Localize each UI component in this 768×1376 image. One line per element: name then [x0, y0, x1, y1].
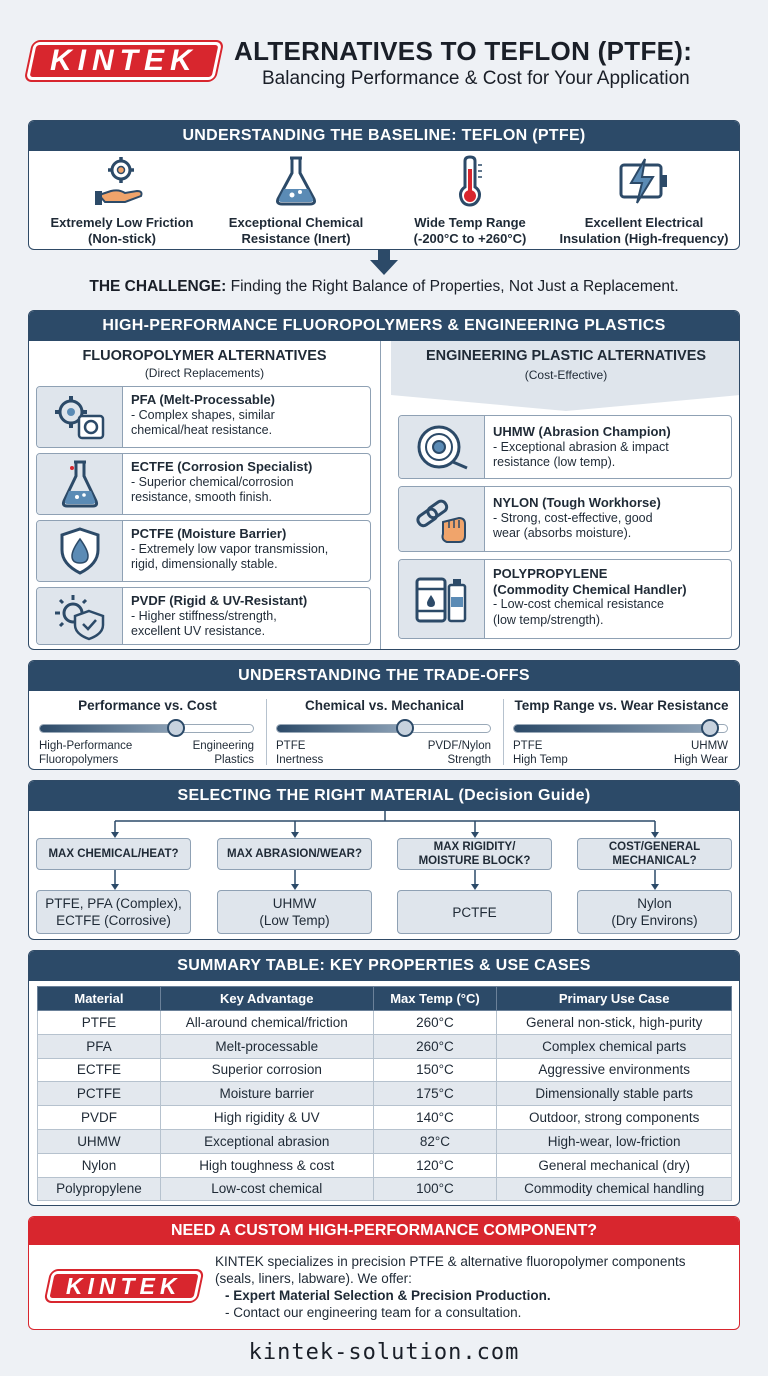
decision-question: MAX RIGIDITY/ MOISTURE BLOCK? — [397, 838, 552, 870]
baseline-panel — [28, 120, 740, 250]
tradeoffs-panel — [28, 660, 740, 770]
slider-track — [276, 724, 491, 733]
card-icon-cell — [37, 588, 123, 644]
material-card-uhmw — [398, 415, 732, 479]
beaker-icon — [51, 459, 109, 509]
slider-track — [513, 724, 728, 733]
tradeoff-slider — [503, 691, 740, 770]
drum-bottle-icon — [413, 571, 471, 627]
card-desc: resistance (low temp). — [493, 455, 616, 469]
slider-left-label: PTFE Inertness — [276, 740, 324, 766]
kintek-logo: KINTEK — [26, 42, 222, 80]
slider-knob — [701, 719, 719, 737]
table-row — [38, 1153, 732, 1177]
table-column-header: Primary Use Case — [497, 987, 732, 1011]
slider-title: Temp Range vs. Wear Resistance — [514, 698, 729, 713]
fluoropolymer-title: FLUOROPOLYMER ALTERNATIVES — [82, 348, 327, 364]
slider-title: Chemical vs. Mechanical — [304, 698, 465, 713]
summary-table-wrap — [37, 986, 732, 1201]
alternatives-panel — [28, 310, 740, 650]
feature-electrical-insulation — [559, 155, 729, 247]
table-cell: 100°C — [373, 1177, 497, 1201]
card-icon-cell — [399, 487, 485, 551]
card-desc: (low temp/strength). — [493, 612, 604, 627]
table-cell: High toughness & cost — [160, 1153, 373, 1177]
feature-sublabel: Insulation (High-frequency) — [559, 231, 729, 246]
feature-sublabel: (Non-stick) — [88, 231, 156, 246]
cta-bullet: - Expert Material Selection & Precision Production. — [225, 1288, 551, 1303]
cta-heading: NEED A CUSTOM HIGH-PERFORMANCE COMPONENT? — [29, 1217, 739, 1245]
table-column-header: Key Advantage — [160, 987, 373, 1011]
decision-answer: PTFE, PFA (Complex), ECTFE (Corrosive) — [36, 890, 191, 934]
card-icon-cell — [37, 521, 123, 581]
thermometer-icon — [441, 155, 499, 207]
card-name: ECTFE (Corrosion Specialist) — [131, 459, 313, 474]
alternatives-heading: HIGH-PERFORMANCE FLUOROPOLYMERS & ENGINEERING PLASTICS — [29, 311, 739, 341]
slider-track — [39, 724, 254, 733]
feature-sublabel: Resistance (Inert) — [241, 231, 351, 246]
challenge-label: THE CHALLENGE: — [89, 278, 227, 295]
decision-answer: Nylon (Dry Environs) — [577, 890, 732, 934]
tradeoff-slider — [29, 691, 266, 770]
cta-bullet: - Contact our engineering team for a consultation. — [225, 1305, 522, 1320]
table-cell: 260°C — [373, 1034, 497, 1058]
feature-label: Extremely Low Friction — [50, 215, 194, 230]
slider-right-label: UHMW High Wear — [673, 740, 728, 766]
feature-label: Exceptional Chemical — [228, 215, 364, 230]
summary-heading: SUMMARY TABLE: KEY PROPERTIES & USE CASES — [29, 951, 739, 981]
material-card-pvdf — [36, 587, 371, 645]
table-header-row — [38, 987, 732, 1011]
table-cell: Exceptional abrasion — [160, 1129, 373, 1153]
card-name: PVDF (Rigid & UV-Resistant) — [131, 593, 308, 608]
table-cell: 175°C — [373, 1082, 497, 1106]
slider-left-label: PTFE High Temp — [513, 740, 568, 766]
table-column-header: Material — [38, 987, 161, 1011]
table-cell: Nylon — [38, 1153, 161, 1177]
table-cell: Polypropylene — [38, 1177, 161, 1201]
card-icon-cell — [37, 387, 123, 447]
fluoropolymer-subtitle: (Direct Replacements) — [144, 366, 265, 380]
slider-title: Performance vs. Cost — [78, 698, 217, 713]
table-cell: General mechanical (dry) — [497, 1153, 732, 1177]
table-cell: PCTFE — [38, 1082, 161, 1106]
page-subtitle: Balancing Performance & Cost for Your Application — [262, 68, 690, 89]
card-desc: wear (absorbs moisture). — [493, 526, 632, 540]
card-desc: - Strong, cost-effective, good — [493, 510, 653, 525]
challenge-statement — [0, 278, 768, 296]
table-cell: Dimensionally stable parts — [497, 1082, 732, 1106]
card-desc: - Low-cost chemical resistance — [493, 597, 664, 611]
material-card-pctfe — [36, 520, 371, 582]
table-row — [38, 1011, 732, 1035]
decision-question: MAX ABRASION/WEAR? — [217, 838, 372, 870]
engineering-subtitle: (Cost-Effective) — [524, 368, 608, 382]
table-cell: Complex chemical parts — [497, 1034, 732, 1058]
table-cell: Low-cost chemical — [160, 1177, 373, 1201]
table-cell: Moisture barrier — [160, 1082, 373, 1106]
table-cell: 260°C — [373, 1011, 497, 1035]
lightning-icon — [615, 155, 673, 207]
tradeoff-slider — [266, 691, 503, 770]
card-name: PCTFE (Moisture Barrier) — [131, 526, 287, 541]
table-cell: PVDF — [38, 1106, 161, 1130]
feature-label: Wide Temp Range — [414, 215, 526, 230]
challenge-text: Finding the Right Balance of Properties, Not Just a Replacement. — [226, 278, 679, 295]
material-card-ectfe — [36, 453, 371, 515]
flask-icon — [267, 155, 325, 207]
card-icon-cell — [37, 454, 123, 514]
table-cell: Commodity chemical handling — [497, 1177, 732, 1201]
engineering-title: ENGINEERING PLASTIC ALTERNATIVES — [425, 348, 707, 364]
decision-panel — [28, 780, 740, 940]
table-cell: 82°C — [373, 1129, 497, 1153]
cta-panel — [28, 1216, 740, 1330]
table-cell: 150°C — [373, 1058, 497, 1082]
table-cell: Melt-processable — [160, 1034, 373, 1058]
material-card-nylon — [398, 486, 732, 552]
slider-fill — [514, 725, 710, 732]
card-desc: - Exceptional abrasion & impact — [493, 439, 669, 454]
card-name: POLYPROPYLENE — [493, 566, 608, 581]
gears-icon — [51, 392, 109, 442]
table-column-header: Max Temp (°C) — [373, 987, 497, 1011]
website-link[interactable]: kintek-solution.com — [248, 1340, 520, 1365]
slider-right-label: PVDF/Nylon Strength — [427, 740, 491, 766]
table-row — [38, 1106, 732, 1130]
table-cell: Outdoor, strong components — [497, 1106, 732, 1130]
feature-low-friction — [37, 155, 207, 247]
card-name: PFA (Melt-Processable) — [131, 392, 276, 407]
down-arrow-icon — [368, 250, 400, 276]
table-row — [38, 1082, 732, 1106]
card-desc: - Extremely low vapor transmission, — [131, 541, 329, 556]
summary-table — [37, 986, 732, 1201]
decision-question: COST/GENERAL MECHANICAL? — [577, 838, 732, 870]
table-cell: Aggressive environments — [497, 1058, 732, 1082]
decision-answer: PCTFE — [397, 890, 552, 934]
summary-panel — [28, 950, 740, 1206]
roll-icon — [413, 422, 471, 472]
baseline-heading: UNDERSTANDING THE BASELINE: TEFLON (PTFE) — [29, 121, 739, 151]
kintek-logo: KINTEK — [46, 1271, 202, 1301]
engineering-column — [391, 341, 740, 393]
card-desc: excellent UV resistance. — [131, 624, 266, 638]
feature-chemical-resistance — [211, 155, 381, 247]
table-cell: Superior corrosion — [160, 1058, 373, 1082]
feature-sublabel: (-200°C to +260°C) — [413, 231, 527, 246]
card-desc: resistance, smooth finish. — [131, 490, 273, 504]
feature-label: Excellent Electrical — [584, 215, 704, 230]
card-name: UHMW (Abrasion Champion) — [493, 424, 671, 439]
cta-line: KINTEK specializes in precision PTFE & alternative fluoropolymer components — [215, 1254, 686, 1269]
column-chevron-shape — [391, 393, 740, 413]
table-cell: High rigidity & UV — [160, 1106, 373, 1130]
sun-shield-icon — [51, 591, 109, 641]
slider-right-label: Engineering Plastics — [192, 740, 254, 766]
decision-question: MAX CHEMICAL/HEAT? — [36, 838, 191, 870]
decision-heading: SELECTING THE RIGHT MATERIAL (Decision Guide) — [29, 781, 739, 811]
card-icon-cell — [399, 560, 485, 638]
card-desc: rigid, dimensionally stable. — [131, 557, 278, 571]
card-name: NYLON (Tough Workhorse) — [493, 495, 661, 510]
slider-left-label: High-Performance Fluoropolymers — [39, 740, 133, 766]
gear-hand-icon — [93, 155, 151, 207]
table-cell: PTFE — [38, 1011, 161, 1035]
feature-temp-range — [385, 155, 555, 247]
slider-fill — [277, 725, 405, 732]
table-row — [38, 1034, 732, 1058]
table-cell: 140°C — [373, 1106, 497, 1130]
decision-answer: UHMW (Low Temp) — [217, 890, 372, 934]
shield-drop-icon — [51, 526, 109, 576]
table-row — [38, 1058, 732, 1082]
card-desc: - Superior chemical/corrosion — [131, 474, 294, 489]
table-cell: High-wear, low-friction — [497, 1129, 732, 1153]
cta-line: (seals, liners, labware). We offer: — [215, 1271, 412, 1286]
tradeoffs-heading: UNDERSTANDING THE TRADE-OFFS — [29, 661, 739, 691]
table-row — [38, 1129, 732, 1153]
chain-fist-icon — [413, 494, 471, 544]
page-title: ALTERNATIVES TO TEFLON (PTFE): — [234, 36, 693, 66]
material-card-polypropylene — [398, 559, 732, 639]
card-name-detail: (Commodity Chemical Handler) — [493, 581, 687, 597]
table-cell: PFA — [38, 1034, 161, 1058]
table-cell: All-around chemical/friction — [160, 1011, 373, 1035]
table-cell: ECTFE — [38, 1058, 161, 1082]
card-desc: chemical/heat resistance. — [131, 423, 273, 437]
slider-knob — [167, 719, 185, 737]
material-card-pfa — [36, 386, 371, 448]
slider-knob — [396, 719, 414, 737]
table-cell: 120°C — [373, 1153, 497, 1177]
card-desc: - Complex shapes, similar — [131, 407, 275, 422]
table-cell: General non-stick, high-purity — [497, 1011, 732, 1035]
card-desc: - Higher stiffness/strength, — [131, 608, 277, 623]
slider-fill — [40, 725, 176, 732]
cta-body — [215, 1253, 735, 1321]
table-row — [38, 1177, 732, 1201]
table-cell: UHMW — [38, 1129, 161, 1153]
card-icon-cell — [399, 416, 485, 478]
